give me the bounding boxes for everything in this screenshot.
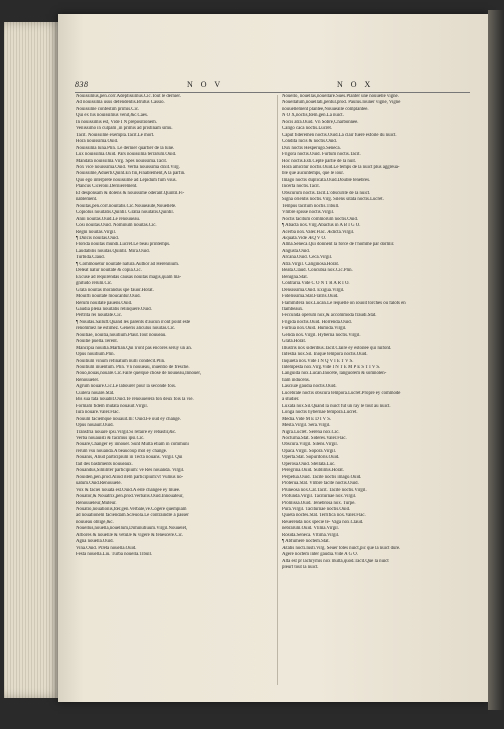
text-line: uatum.Ouid.Renouuelé.: [76, 481, 122, 487]
text-line: Æquata.Vide ÆQ V O.: [282, 235, 327, 241]
text-line: Vox & faciei nouata est.Ouid.A este changee ey muee.: [76, 487, 181, 493]
text-line: ¶ Nouitas.Salluft.Quand les parents d'aucun n'ont point esté: [76, 319, 191, 325]
left-column: [76, 94, 274, 692]
text-line: Renouueleur,Muteur.: [76, 500, 117, 506]
column-divider: [277, 95, 278, 685]
text-line: Opaca.Virgil. Sopora.Virgil.: [282, 448, 337, 454]
running-head-left: N O V: [187, 80, 224, 89]
text-line: Transfria nouare ipsi.Virgil.Si refaire ey rebastir,&c.: [76, 429, 177, 435]
text-line: renommez ne estimez. Generis aliculus nouitas.Cic.: [76, 326, 176, 332]
text-line: Arcana.Ouid. Ceca.Virgil.: [282, 255, 333, 261]
text-line: Operosa.Ouid. Stellata.Luc.: [282, 461, 336, 467]
text-line: Hoc noctis.Esti.Cepte partie de la nuit.: [282, 158, 357, 164]
text-line: nebrarum.Ouid. Vlima.Virgil.: [282, 526, 339, 532]
text-line: Deleat natur nouitate & copia.Cic.: [76, 268, 142, 274]
text-line: Nouare,Changer ey innouer. Sunt Multa etiam in communi: [76, 442, 189, 448]
text-line: Venissimo in culpam ,in primis ad pristinam simu.: [76, 126, 173, 132]
text-line: flambeaux.: [282, 306, 304, 312]
text-line: tiam inducens.: [282, 377, 310, 383]
text-line: Reuerenda nox specie te- Vaga nox.Claud.: [282, 519, 364, 525]
text-line: Rosida.Seneca. Vltima.Virgil.: [282, 532, 340, 538]
text-line: Densissima.Ouid. Exigua.Virgil.: [282, 287, 345, 293]
text-line: Nouissime,Aduerb.Quint.En fin,Finablement,A la parfin.: [76, 171, 186, 177]
text-line: Et desponsam & dolens & nouissime oderant.Quintil.Fi-: [76, 190, 185, 196]
text-line: Atra.Virgil. Caliginosa.Horat.: [282, 261, 340, 267]
text-line: Acerba nox.Valer.Flac. Ædicta.Virgil.: [282, 229, 355, 235]
text-line: Nouissime confestim primis.Cic.: [76, 106, 140, 112]
text-line: Gelida nox.Virgil. Hyberna noctis.Virgil.: [282, 332, 361, 338]
text-line: Anni nouitas.Ouid.Le renouueau.: [76, 216, 141, 222]
text-line: Feccunda operum nox,& accommoda fraudi.Stat.: [282, 313, 377, 319]
text-line: Renouueler.: [76, 377, 100, 383]
text-line: Lasciuæ gaudia noctis.Ouid.: [282, 384, 337, 390]
text-line: Nouellus,nouella,nouellum,Diminutiuum.Virgil.Nouuelet,: [76, 526, 188, 532]
text-line: nablement.: [76, 197, 98, 203]
text-line: Bis sua fata nouabit.Ouid.Te renouuelera ton deux fois la vie.: [76, 397, 194, 403]
text-line: Noctis tacitum commorum noctis.Ouid.: [282, 216, 359, 222]
text-line: Nouellatum,nouellati,pentul.prod. Paulus.Iouner vigne, Vigne: [282, 100, 401, 106]
text-line: Intempesta nox.Virg.Vide I N T E M P E S T I V S.: [282, 365, 381, 371]
text-line: Festa nouella.Liu. Turba nouella.Tibull.: [76, 552, 153, 558]
text-line: Operta.Stat. Sopuritoris.Ouid.: [282, 455, 340, 461]
text-line: ¶ Commouetur nouitate natura.Author ad Herennium.: [76, 261, 180, 267]
text-line: ble que aucuntemps, que le iour.: [282, 171, 344, 177]
text-line: Tacit. Nouissime exempla.Tacit.Le mort.: [76, 132, 155, 138]
text-line: Vina.Ouid. Præta nouella.Ouid.: [76, 545, 137, 551]
text-line: Regni nouitas.Virgil.: [76, 229, 116, 235]
text-line: Mandata nouissima.Virg. Spes nouissima.Tacit.: [76, 158, 168, 164]
text-line: Agrum nouare.Cic.Le labourer pour la seconde fois.: [76, 384, 177, 390]
text-line: Excuse ad requirendas causas nouitas magis,quam ma-: [76, 274, 182, 280]
text-line: Pura.Virgil. Taciturnae noctis.Ouid.: [282, 507, 351, 512]
text-line: Pertrita rei nouitate.Cic.: [76, 313, 123, 319]
running-head-right: N O X: [337, 80, 374, 89]
text-line: Frigida noctis.Ouid. Horrenda.Ouid.: [282, 319, 352, 325]
text-line: nouueau obligé,&c.: [76, 519, 114, 525]
text-line: Proterua.Stat. Vmbre tacite noctis.Ouid.: [282, 481, 359, 487]
text-line: Nouitie puella.Terent.: [76, 339, 118, 345]
text-line: Longa noctis hybernae tempora.Lucret.: [282, 410, 358, 416]
text-line: Quieta noctes.Stat. Terrifica nox.Valer.Flac.: [282, 513, 366, 519]
binding-shadow: [488, 10, 504, 710]
text-line: Alta est pr lachrymis nox multa,quod.Tacit.Que la nuict: [282, 558, 389, 564]
text-line: Infestia nox.Sil. Inique tempora noctis.Ouid.: [282, 352, 368, 358]
text-line: ¶ Abfumere noctem.Stat.: [282, 539, 330, 545]
text-line: Nocturna.Stat. Sideres.Valer.Flac.: [282, 436, 347, 442]
text-line: ¶ Abacta nox.Virg.Abactus in A B I G O.: [282, 223, 361, 229]
header-rule: [75, 92, 470, 93]
text-line: Nox vice nouissima.Ouid. Verba nouissima dixit.Virg.: [76, 164, 180, 170]
text-line: Nouello, nouellas,nouellare.Sues.Planter une nouuelle vigne.: [282, 94, 399, 99]
text-line: Iura nouare.Valer.Flac.: [76, 410, 120, 416]
text-line: Vmbre spisse noctis.Virgil.: [282, 210, 335, 216]
text-line: Nouandus,Similiter participium: ve Res nouanda. Virgil.: [76, 468, 185, 474]
text-line: Nouiden,pen.prod.Aliud item participium:vt Vulnus no-: [76, 474, 184, 480]
text-line: Florida nouitas mundi.Lucret.Le beau printemps.: [76, 242, 171, 248]
text-line: Caput fideremen noctis.Ouid.La clair fuere esfoile du nuict.: [282, 132, 397, 138]
text-line: Opus nouitium.Plin.: [76, 352, 115, 358]
text-line: Cuilera nouare.Stat.: [76, 390, 115, 396]
text-line: Languida nox.Lucan.Inocete, languorem & somnolen-: [282, 371, 387, 377]
text-line: N O X,noctis,fœm.gen.La nuict.: [282, 113, 344, 119]
text-line: Peregrina.Ouid. Sublimis.Horat.: [282, 468, 344, 474]
text-line: Frigora noctis.Ouid. Furtum noctis.Tacit.: [282, 152, 361, 158]
text-line: Copiolus nouitatis.Quintil. Gratia nouitatis.Quintil.: [76, 210, 174, 216]
text-line: Grata nouitas morandus spe fauor.Horat.: [76, 287, 154, 293]
text-line: Luxata nox.Sil.Quand la nuict fut un ray le tout au nuict.: [282, 403, 391, 409]
text-line: In nouissimis est, Vide I N prepositionem.: [76, 119, 157, 125]
text-line: Nigra.Lucret. Serena nox.Cic.: [282, 429, 340, 435]
text-line: Cōsi nouitas.Ouid. Nominum nouitas.Cic.: [76, 223, 157, 229]
text-line: Turbida.Claud.: [76, 255, 105, 261]
text-line: Tempus tacitum noctis.Tibull.: [282, 203, 340, 209]
text-line: Laudabilis nouitas.Quintil. Mira.Ouid.: [76, 248, 150, 254]
text-line: Profunda.Virgil. Taciturnae nox.Virgil.: [282, 494, 357, 500]
text-line: Caligo caca noctis.Lucret.: [282, 126, 333, 132]
text-line: Nouissimus,pen.corr.Adeptissimus.Cic.Tout le dernier.: [76, 94, 181, 99]
text-line: Inquieta nox.Vide I N Q V I E T V S.: [282, 358, 354, 364]
text-line: Nouissima luna.Plin. Le dernier quartier de la lune.: [76, 145, 175, 151]
text-line: Quo ego interprete nouissime ad Lepidum fum vsus.: [76, 177, 177, 183]
text-line: Mouifti nouitate moucantur.Ouid.: [76, 294, 141, 300]
page-number: 838: [75, 80, 89, 89]
text-line: pleurt tout la nuict.: [282, 565, 319, 571]
text-line: Pruneosa nox.Cat.Tacit. Tacite noctis.Virgil.: [282, 487, 367, 493]
text-line: Lucebrale noctis obscura tempora.Lucret.Propre ey commode: [282, 390, 401, 396]
text-line: Signa orientis noctis.Virg. Silens sitata noctis.Lucret.: [282, 197, 384, 203]
text-line: Hora amicitur noctis.Ouid.Le temps de la nuict plus aggreua-: [282, 164, 400, 170]
text-line: Grata.Horat.: [282, 339, 306, 345]
text-line: Beata.Claud. Concubia nox.Cic.Plin.: [282, 268, 353, 274]
text-line: Nouitium vinum refinatum nulli condecit.Plin.: [76, 358, 166, 364]
text-line: Opus nouauit.Ouid.: [76, 423, 114, 429]
text-line: Mancipia nouitia.Martian.Qui n'ont pas encores seruy un an.: [76, 345, 192, 351]
text-line: Angusta.Ouid.: [282, 248, 310, 254]
text-line: Nouitiae, nouitia,nouitium.Plaut.Tout nouueau.: [76, 332, 167, 338]
text-line: Nouitas,pen.corr.nouitatis.Cic.Nouueauté,Nouelleté.: [76, 203, 177, 209]
book-page-edges: [4, 22, 62, 698]
text-line: Agna nouella.Ouid.: [76, 539, 114, 545]
text-line: Hora nouissima.Ouid.: [76, 139, 119, 145]
text-line: fait des bastiments nouueaux.: [76, 461, 133, 467]
text-line: Arbores & nouellæ & vetulæ & vigere & fenescere.Cic.: [76, 532, 184, 538]
text-line: Alma.Seneca.Qui donnent la force de l'homme par dormir.: [282, 242, 395, 248]
text-line: Incerta noctis.Tacit.: [282, 184, 320, 190]
text-line: Illustris nox sideribus.Tacit.Claire ey estoilee qui luifont.: [282, 345, 392, 351]
text-line: Benigna.Stat.: [282, 274, 308, 280]
text-line: Promissa.Ouid. Tenebrosa nox. Turpe.: [282, 500, 356, 506]
text-line: Gaudia plena nouitatis relinquere.Ouid.: [76, 306, 152, 312]
text-line: Mesta.Virgil. Sera.Virgil.: [282, 423, 331, 429]
text-line: Flammifera nox.Lucan.Le lequelle on iouoit torches ou falots en: [282, 300, 406, 306]
text-line: Agere noctem inter gaudia.Vide A G O.: [282, 552, 358, 558]
text-line: Obscura.Virgil. Silens.Virgil.: [282, 442, 338, 448]
text-line: Ad nouissima usus defendentis.Brutus Cassio.: [76, 100, 165, 106]
text-line: gnitudo rerum.Cic.: [76, 281, 113, 287]
text-line: Nouo,nouas,nouare.Cic.Faire quelque chose de nouueau,Innouer,: [76, 371, 202, 377]
text-line: Qui ex his nouissimus venit,&c.Caes.: [76, 113, 149, 119]
text-line: a studier.: [282, 397, 300, 403]
text-line: ¶ Dulcis nouitas.Ouid.: [76, 235, 119, 241]
text-line: Perpetua.Ouid. Tacite noctis imago.Ouid.: [282, 474, 362, 480]
text-line: Nouator,& Nouatrix,pen.prod.Verbalis.Ouid.Innouateur,: [76, 494, 184, 500]
text-line: Nocis atra.Ouid. Vn Sobre,Charbonnée.: [282, 119, 359, 125]
text-line: Contraria.Vide C O N T R A R I O.: [282, 281, 350, 287]
right-column: [282, 94, 472, 692]
text-line: Nouanis, Aliud participium in Tecta nouans. Virgil. Qui: [76, 455, 183, 461]
text-line: rerum vsu nouanda.A beaucoup mol ey changé.: [76, 448, 168, 454]
running-header: [75, 80, 465, 92]
text-line: Plancus Ciceroni.Dernierement.: [76, 184, 138, 190]
text-line: Nouatio,nouationis,fœr.gen.Verbale,ve.Cogere quempiam: [76, 507, 187, 512]
text-line: Furtiua nox.Ouid. Humida.Virgil.: [282, 326, 347, 332]
text-line: Fidelissima.Stat.Fratris.Ouid.: [282, 294, 339, 300]
text-line: Dux noctis Hesperugo.Seneca.: [282, 145, 341, 151]
text-line: Verba nouauisti & facimus ipsi.Cic.: [76, 436, 145, 442]
text-line: Formam fidem mutata nouauit.Virgil.: [76, 403, 148, 409]
text-line: ad nouationem faciendam.Scæuola.Le contraindre à passer: [76, 513, 189, 519]
text-line: Condita lucis & noctis.Ouid.: [282, 139, 338, 145]
text-line: Nouitium inuentum. Plin. Vn nouueau, inuentio de fresche.: [76, 365, 190, 371]
text-line: Nouum faciemque nouauit.Ili: Ouid.Fe oud ey changé.: [76, 416, 181, 422]
text-line: Ætatis nocti.Iusti.Virg. Seuer totes nuict,pic que la nuict dure.: [282, 545, 401, 551]
text-line: Obscurum noctis.Tacit.L'obscurité de la nuict.: [282, 190, 371, 196]
text-line: Lux nouissima.Ouid. Pars nouissima terrarum.Ouid.: [76, 152, 177, 158]
text-line: Media.Vide M E D I V S.: [282, 416, 332, 422]
text-line: nouuellement plantee,Nouuealle complantee.: [282, 106, 369, 112]
text-line: Rerum nouitate pauens.Ouid.: [76, 300, 133, 306]
text-line: Imago noctis duplicata.Ouid.Double tenebres.: [282, 177, 371, 183]
